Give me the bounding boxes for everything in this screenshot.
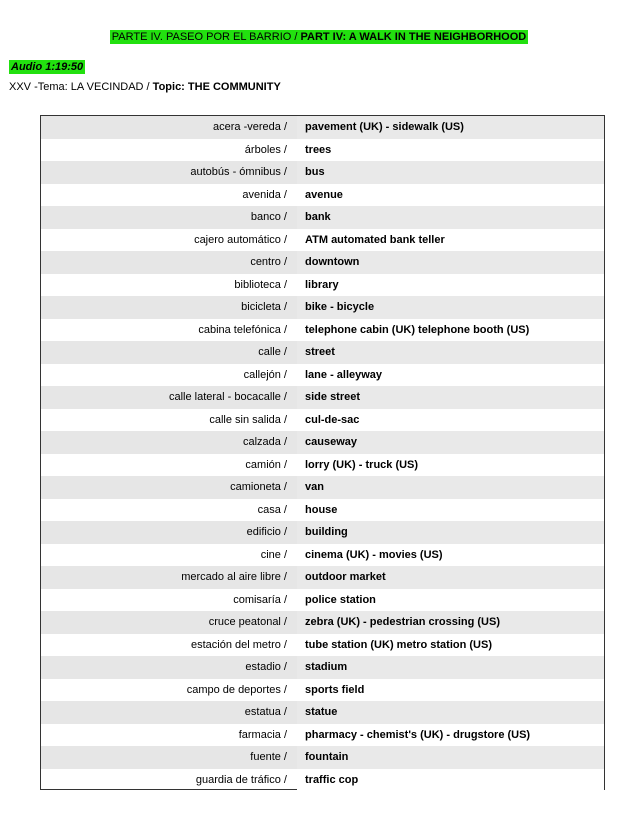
english-term: stadium: [297, 656, 604, 679]
table-row: [41, 229, 604, 252]
table-row: [41, 161, 604, 184]
spanish-term: cabina telefónica /: [198, 323, 287, 336]
spanish-term: centro /: [41, 251, 297, 274]
spanish-term: avenida /: [242, 188, 287, 201]
spanish-term: comisaría /: [233, 593, 287, 606]
spanish-term: fuente /: [41, 746, 297, 769]
spanish-term: guardia de tráfico /: [195, 773, 287, 786]
spanish-term: calle /: [41, 341, 297, 364]
english-term: lane - alleyway: [297, 364, 604, 387]
table-row: [41, 679, 604, 702]
table-row: [41, 364, 604, 387]
spanish-term: casa /: [257, 503, 287, 516]
table-row: [41, 341, 604, 364]
table-row: [41, 454, 604, 477]
english-term: downtown: [297, 251, 604, 274]
table-row: [41, 634, 604, 657]
english-term: tube station (UK) metro station (US): [297, 634, 604, 657]
english-term: side street: [297, 386, 604, 409]
english-term: causeway: [297, 431, 604, 454]
spanish-term: callejón /: [243, 368, 287, 381]
english-term: avenue: [297, 184, 604, 207]
spanish-term: estadio /: [41, 656, 297, 679]
spanish-term: campo de deportes /: [186, 683, 287, 696]
spanish-term: calzada /: [41, 431, 297, 454]
spanish-term: farmacia /: [238, 728, 287, 741]
english-term: telephone cabin (UK) telephone booth (US): [297, 319, 604, 342]
spanish-term: estación del metro /: [191, 638, 287, 651]
table-row: [41, 274, 604, 297]
english-term: zebra (UK) - pedestrian crossing (US): [297, 611, 604, 634]
spanish-term: banco /: [41, 206, 297, 229]
table-row: [41, 184, 604, 207]
english-term: building: [297, 521, 604, 544]
english-term: statue: [297, 701, 604, 724]
spanish-term: cajero automático /: [194, 233, 287, 246]
spanish-term: cine /: [260, 548, 287, 561]
spanish-term: árboles /: [244, 143, 287, 156]
english-term: bank: [297, 206, 604, 229]
audio-timestamp: Audio 1:19:50: [11, 61, 84, 73]
spanish-term: acera -vereda /: [41, 116, 297, 139]
english-term: pavement (UK) - sidewalk (US): [297, 116, 604, 139]
table-row: [41, 746, 604, 769]
table-row: [41, 431, 604, 454]
header-highlight: [110, 30, 528, 44]
header-spanish: PARTE IV. PASEO POR EL BARRIO /: [111, 31, 298, 43]
table-row: [41, 116, 604, 139]
english-term: cinema (UK) - movies (US): [297, 544, 604, 567]
english-term: cul-de-sac: [297, 409, 604, 432]
spanish-term: cruce peatonal /: [41, 611, 297, 634]
topic-english: Topic: THE COMMUNITY: [152, 81, 281, 93]
spanish-term: calle lateral - bocacalle /: [41, 386, 297, 409]
vocabulary-table: [40, 115, 605, 790]
spanish-term: calle sin salida /: [209, 413, 287, 426]
english-term: bike - bicycle: [297, 296, 604, 319]
english-term: outdoor market: [297, 566, 604, 589]
spanish-term: autobús - ómnibus /: [41, 161, 297, 184]
english-term: street: [297, 341, 604, 364]
table-row: [41, 319, 604, 342]
spanish-term: edificio /: [41, 521, 297, 544]
spanish-term: estatua /: [41, 701, 297, 724]
spanish-term: bicicleta /: [41, 296, 297, 319]
table-row: [41, 476, 604, 499]
table-row: [41, 566, 604, 589]
topic-line: [9, 81, 281, 93]
english-term: fountain: [297, 746, 604, 769]
spanish-term: biblioteca /: [234, 278, 287, 291]
english-term: bus: [297, 161, 604, 184]
table-row: [41, 409, 604, 432]
spanish-term: camión /: [245, 458, 287, 471]
table-row: [41, 611, 604, 634]
english-term: trees: [297, 139, 604, 162]
table-row: [41, 544, 604, 567]
table-row: [41, 724, 604, 747]
table-row: [41, 251, 604, 274]
table-row: [41, 296, 604, 319]
english-term: police station: [297, 589, 604, 612]
table-row: [41, 206, 604, 229]
spanish-term: camioneta /: [41, 476, 297, 499]
english-term: traffic cop: [297, 769, 604, 792]
table-row: [41, 521, 604, 544]
table-row: [41, 139, 604, 162]
page-header: [0, 31, 638, 43]
table-row: [41, 769, 604, 792]
english-term: ATM automated bank teller: [297, 229, 604, 252]
table-row: [41, 589, 604, 612]
english-term: sports field: [297, 679, 604, 702]
table-row: [41, 656, 604, 679]
table-row: [41, 386, 604, 409]
english-term: house: [297, 499, 604, 522]
table-row: [41, 701, 604, 724]
spanish-term: mercado al aire libre /: [41, 566, 297, 589]
topic-spanish: XXV -Tema: LA VECINDAD /: [9, 81, 150, 93]
english-term: van: [297, 476, 604, 499]
header-english: PART IV: A WALK IN THE NEIGHBORHOOD: [300, 31, 527, 43]
english-term: lorry (UK) - truck (US): [297, 454, 604, 477]
english-term: library: [297, 274, 604, 297]
table-row: [41, 499, 604, 522]
english-term: pharmacy - chemist's (UK) - drugstore (US): [297, 724, 604, 747]
